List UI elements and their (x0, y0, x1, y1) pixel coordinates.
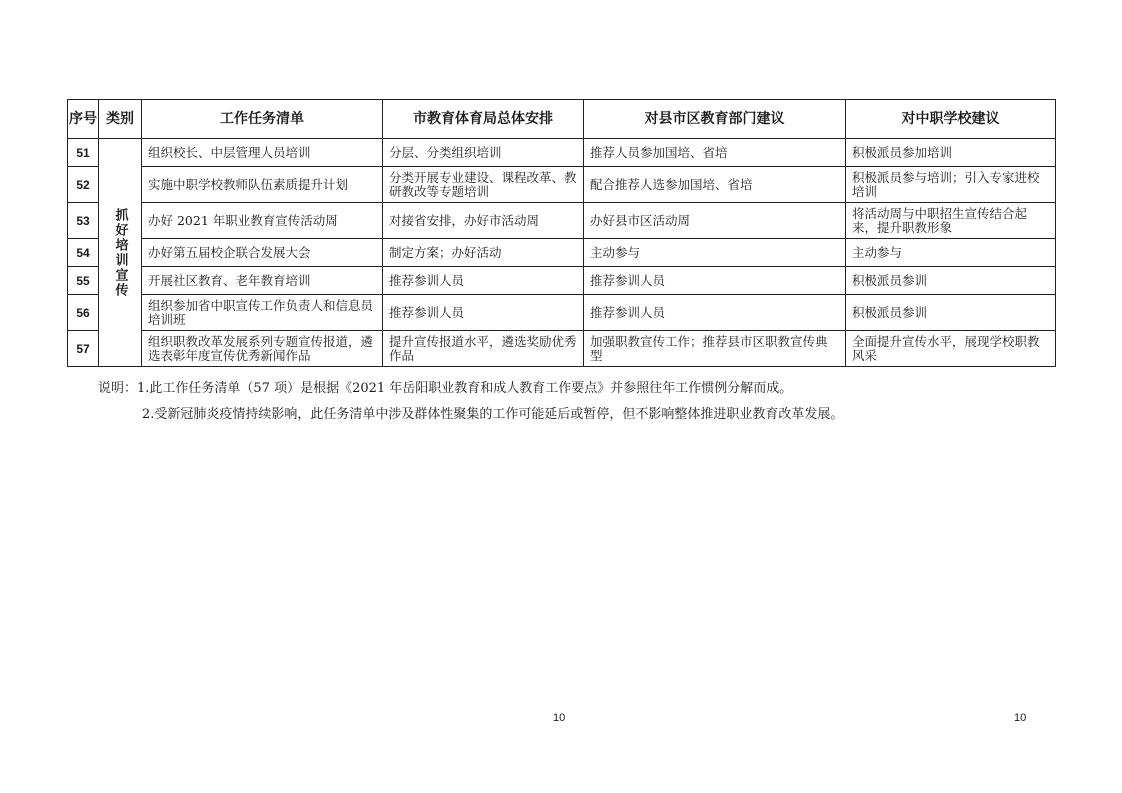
page-number-corner: 10 (1014, 712, 1027, 724)
note-line-2: 2.受新冠肺炎疫情持续影响，此任务清单中涉及群体性聚集的工作可能延后或暂停，但不影响整体推进职业教育改革发展。 (142, 407, 844, 422)
school-cell: 积极派员参加培训 (846, 139, 1056, 167)
task-cell: 组织校长、中层管理人员培训 (142, 139, 383, 167)
county-cell: 推荐人员参加国培、省培 (584, 139, 846, 167)
row-number: 57 (68, 331, 99, 367)
table-row (68, 295, 1056, 331)
task-cell: 组织职教改革发展系列专题宣传报道，遴选表彰年度宣传优秀新闻作品 (142, 331, 383, 367)
school-cell: 全面提升宣传水平，展现学校职教风采 (846, 331, 1056, 367)
row-number: 51 (68, 139, 99, 167)
city-cell: 推荐参训人员 (383, 295, 584, 331)
header-county-suggestion: 对县市区教育部门建议 (584, 100, 846, 139)
header-school-suggestion: 对中职学校建议 (846, 100, 1056, 139)
row-number: 52 (68, 167, 99, 203)
city-cell: 分层、分类组织培训 (383, 139, 584, 167)
note-line-1: 说明：1.此工作任务清单（57 项）是根据《2021 年岳阳职业教育和成人教育工作要点》并参照往年工作惯例分解而成。 (98, 381, 793, 396)
county-cell: 推荐参训人员 (584, 267, 846, 295)
row-number: 53 (68, 203, 99, 239)
city-cell: 推荐参训人员 (383, 267, 584, 295)
county-cell: 推荐参训人员 (584, 295, 846, 331)
header-task: 工作任务清单 (142, 100, 383, 139)
table-row (68, 239, 1056, 267)
row-number: 54 (68, 239, 99, 267)
page-number: 10 (553, 712, 566, 724)
task-cell: 办好第五届校企联合发展大会 (142, 239, 383, 267)
notes-section (98, 381, 843, 433)
table-row (68, 167, 1056, 203)
city-cell: 制定方案；办好活动 (383, 239, 584, 267)
task-cell: 开展社区教育、老年教育培训 (142, 267, 383, 295)
task-list-table (67, 99, 1056, 367)
table-row (68, 203, 1056, 239)
county-cell: 加强职教宣传工作；推荐县市区职教宣传典型 (584, 331, 846, 367)
category-cell: 抓好培训宣传 (99, 139, 142, 367)
table-row (68, 139, 1056, 167)
table-row (68, 331, 1056, 367)
table-row (68, 267, 1056, 295)
county-cell: 配合推荐人选参加国培、省培 (584, 167, 846, 203)
table-header-row (68, 100, 1056, 139)
school-cell: 主动参与 (846, 239, 1056, 267)
city-cell: 提升宣传报道水平，遴选奖励优秀作品 (383, 331, 584, 367)
header-no: 序号 (68, 100, 99, 139)
header-city-arrangement: 市教育体育局总体安排 (383, 100, 584, 139)
school-cell: 积极派员参与培训；引入专家进校培训 (846, 167, 1056, 203)
county-cell: 主动参与 (584, 239, 846, 267)
city-cell: 对接省安排，办好市活动周 (383, 203, 584, 239)
school-cell: 将活动周与中职招生宣传结合起来，提升职教形象 (846, 203, 1056, 239)
school-cell: 积极派员参训 (846, 267, 1056, 295)
header-category: 类别 (99, 100, 142, 139)
task-cell: 实施中职学校教师队伍素质提升计划 (142, 167, 383, 203)
school-cell: 积极派员参训 (846, 295, 1056, 331)
task-cell: 办好 2021 年职业教育宣传活动周 (142, 203, 383, 239)
row-number: 56 (68, 295, 99, 331)
county-cell: 办好县市区活动周 (584, 203, 846, 239)
city-cell: 分类开展专业建设、课程改革、教研教改等专题培训 (383, 167, 584, 203)
task-cell: 组织参加省中职宣传工作负责人和信息员培训班 (142, 295, 383, 331)
row-number: 55 (68, 267, 99, 295)
